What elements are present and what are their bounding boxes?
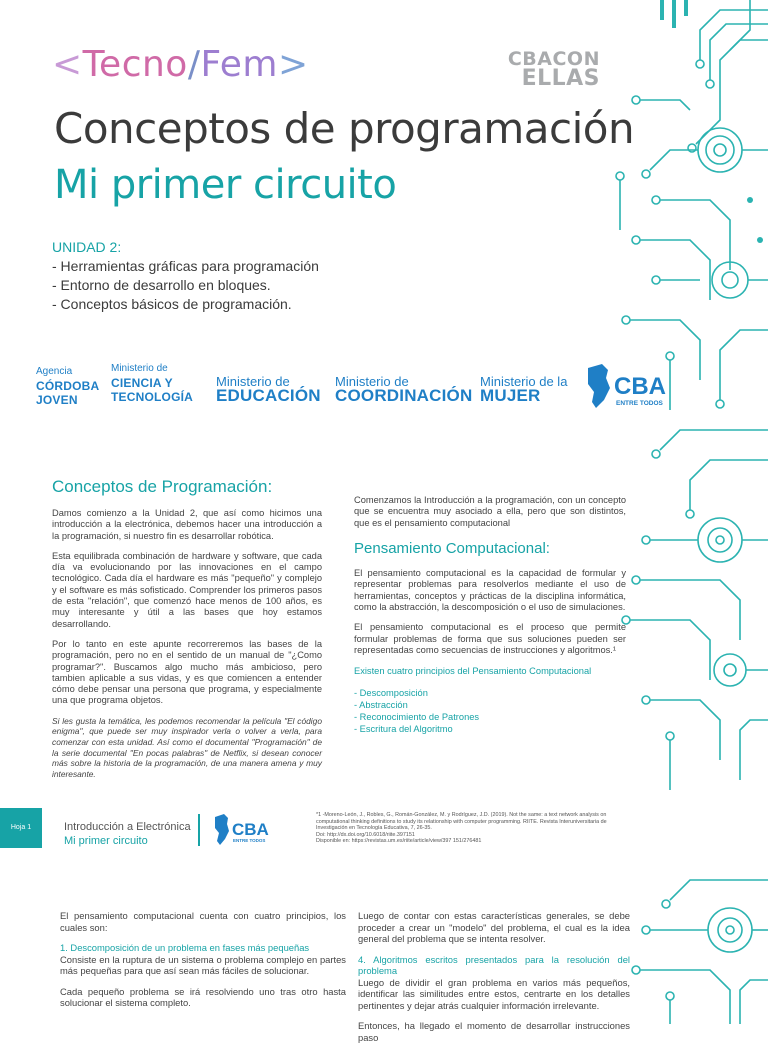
unit-item: - Entorno de desarrollo en bloques. <box>52 277 271 293</box>
logo-big-text: EDUCACIÓN <box>216 386 321 405</box>
logo-coordinacion <box>335 375 472 403</box>
paragraph: Consiste en la ruptura de un sistema o problema complejo en partes más pequeñas para que así sean más fáciles de solucionar. <box>60 953 346 976</box>
page2-left-column <box>60 910 346 1018</box>
paragraph: Esta equilibrada combinación de hardware y software, que cada día va evolucionando por las innovaciones en el campo tecnológico. Cada día el hardware es más "pequeño" y complejo y el software es más sofisticado. Comprender los primeros pasos de esta "relación", que comenzó hace menos de 100 años, es muy interesante y útil a las bases que hoy estamos desarrollando. <box>52 550 322 629</box>
circuit-decoration-top <box>600 0 768 420</box>
brand-fem: Fem <box>200 44 278 85</box>
left-column <box>52 508 322 788</box>
logo-ciencia-tecnologia <box>111 362 193 404</box>
reference-line: Doi: http://dx.doi.org/10.6018/riite.397151 <box>316 831 415 838</box>
reference-line: *1 -Moreno-León, J., Robles, G., Román-González, M. y Rodríguez, J.D. (2019). Not the same: a text network analysis on computational thinking definitions to study its relationship with computer programming. RIITE. Revista Interuniversitaria de Investigación en Tecnología Educativa, 7, 26-35. <box>316 812 607 832</box>
principle-item: - Abstracción <box>354 700 408 711</box>
unit-heading: UNIDAD 2: <box>52 239 122 255</box>
logo-small-text: Ministerio de <box>335 374 409 389</box>
logo-small-text: Ministerio de la <box>480 374 568 389</box>
cordoba-map-icon <box>588 364 610 408</box>
brand-tecno: Tecno <box>82 44 188 85</box>
principle-item: - Escritura del Algoritmo <box>354 724 453 735</box>
unit-summary <box>52 238 319 314</box>
paragraph: Por lo tanto en este apunte recorreremos las bases de la programación, pero no en el sentido de un manual de "¿Como programar?". Buscamos algo mucho más ambicioso, pero tambien aplicable a sus vidas, y es que comiencen a entender cómo debe pensar una persona que programa, y especialmente una que programa objetos. <box>52 638 322 706</box>
page2-right-column <box>358 910 630 1052</box>
logo-big-text: TECNOLOGÍA <box>111 390 193 404</box>
italic-recommendation: Si les gusta la temática, les podemos recomendar la película "El código enigma", que puede ser muy inspirador verla o volver a verla, para comenzar con esta unidad. Así como el documental "Programación" de la serie documental "En pocas palabras" de Netflix, si desean conocer más sobre la historia de la programación, de una manera amena y muy interesante. <box>52 715 322 779</box>
reference-line: Disponible en: https://revistas.um.es/riite/article/view/397 151/276481 <box>316 838 482 845</box>
cbacon-line1: CBACON <box>507 48 600 70</box>
section-heading: Conceptos de Programación: <box>52 477 273 496</box>
paragraph: Luego de dividir el gran problema en varios más pequeños, identificar las similitudes entre estos, centrarte en los detalles pertinentes y dejar atrás cualquier información irrelevante. <box>358 976 630 1011</box>
brand-bracket-close: > <box>277 44 309 85</box>
cba-text: CBA <box>614 373 666 400</box>
footer-divider <box>198 814 200 846</box>
logo-big-text: CÓRDOBA <box>36 379 100 393</box>
logo-cordoba-joven <box>36 365 99 407</box>
logo-educacion <box>216 375 321 403</box>
paragraph: El pensamiento computacional es el proceso que permite formular problemas de forma que sus soluciones pueden ser representadas como secuencias de instrucciones y algoritmos.¹ <box>354 622 626 655</box>
sheet-number-tab: Hoja 1 <box>0 808 42 848</box>
paragraph: Entonces, ha llegado el momento de desarrollar instrucciones paso <box>358 1020 630 1043</box>
footnote-reference <box>316 812 626 845</box>
logo-small-text: Ministerio de <box>216 374 290 389</box>
logo-big-text: COORDINACIÓN <box>335 386 473 405</box>
paragraph: El pensamiento computacional es la capacidad de formular y representar problemas para resolverlos mediante el uso de herramientas, conceptos y prácticas de la disciplina informática, como la abstracción, la descomposición o el uso de simulaciones. <box>354 568 626 613</box>
principles-heading: Existen cuatro principios del Pensamiento Computacional <box>354 666 592 677</box>
cbacon-line2: ELLAS <box>521 66 600 91</box>
page-subtitle: Mi primer circuito <box>54 162 397 208</box>
footer-title <box>64 820 191 848</box>
logo-small-text: Agencia <box>36 366 73 377</box>
brand-bracket-open: < <box>52 44 83 85</box>
page-title: Conceptos de programación <box>54 104 635 153</box>
circuit-decoration-bottom <box>630 870 768 1024</box>
principle-heading: 1. Descomposición de un problema en fases más pequeñas <box>60 942 310 953</box>
principle-item: - Reconocimiento de Patrones <box>354 712 480 723</box>
paragraph: Damos comienzo a la Unidad 2, que así como hicimos una introducción a la electrónica, debemos hacer una introducción a la programación, si nuestro fin es desarrollar robótica. <box>52 508 322 541</box>
principle-heading: 4. Algoritmos escritos presentados para la resolución del problema <box>358 953 630 976</box>
paragraph: El pensamiento computacional cuenta con cuatro principios, los cuales son: <box>60 910 346 933</box>
circuit-decoration-middle <box>620 420 768 790</box>
brand-slash: / <box>187 44 201 85</box>
unit-item: - Herramientas gráficas para programación <box>52 258 319 274</box>
logo-big-text: JOVEN <box>36 393 78 407</box>
logo-mujer <box>480 375 567 403</box>
footer-line1: Introducción a Electrónica <box>64 821 191 833</box>
subsection-heading: Pensamiento Computacional: <box>354 539 550 557</box>
right-column <box>354 495 626 735</box>
paragraph: Luego de contar con estas características generales, se debe proceder a crear un "modelo" del problema, el cual es la idea general del problema que se intenta resolver. <box>358 910 630 944</box>
cba-tagline: ENTRE TODOS <box>233 838 266 843</box>
cba-logo <box>584 362 674 412</box>
logo-big-text: CIENCIA Y <box>111 376 173 390</box>
cordoba-map-icon <box>215 814 229 845</box>
paragraph: Cada pequeño problema se irá resolviendo uno tras otro hasta solucionar el sistema completo. <box>60 985 346 1008</box>
tecnofem-brand <box>52 44 309 85</box>
cbaconellas-logo <box>507 48 600 91</box>
cba-tagline: ENTRE TODOS <box>616 400 663 407</box>
footer-line2: Mi primer circuito <box>64 835 148 847</box>
principle-item: - Descomposición <box>354 688 428 699</box>
unit-item: - Conceptos básicos de programación. <box>52 296 292 312</box>
paragraph: Comenzamos la Introducción a la programación, con un concepto que se encuentra muy asociado a ella, pero que son distintos, que es el pensamiento computacional <box>354 495 626 528</box>
logo-small-text: Ministerio de <box>111 363 168 374</box>
logo-big-text: MUJER <box>480 386 541 405</box>
cba-text: CBA <box>232 820 269 839</box>
footer-cba-logo <box>212 813 272 847</box>
